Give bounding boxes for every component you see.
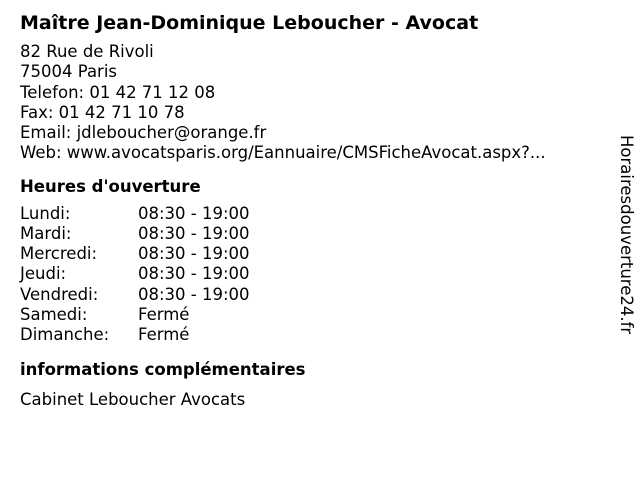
day-label: Dimanche: <box>20 325 110 344</box>
day-label: Samedi: <box>20 304 88 324</box>
hours-row-wednesday <box>20 244 610 264</box>
opening-hours-heading: Heures d'ouverture <box>20 176 201 196</box>
day-hours: 08:30 - 19:00 <box>138 223 250 243</box>
hours-row-thursday <box>20 264 610 284</box>
phone-number: Telefon: 01 42 71 12 08 <box>20 82 216 102</box>
day-label: Mardi: <box>20 223 72 243</box>
fax-number: Fax: 01 42 71 10 78 <box>20 102 185 122</box>
day-hours: 08:30 - 19:00 <box>138 264 250 284</box>
address-city: 75004 Paris <box>20 62 118 82</box>
hours-row-sunday <box>20 325 610 345</box>
additional-info-heading: informations complémentaires <box>20 360 306 380</box>
hours-row-monday <box>20 204 610 224</box>
address-street: 82 Rue de Rivoli <box>20 42 154 61</box>
additional-info-text: Cabinet Leboucher Avocats <box>20 390 246 410</box>
opening-hours-table <box>20 204 610 345</box>
day-hours: Fermé <box>138 304 190 324</box>
day-label: Lundi: <box>20 203 71 223</box>
day-hours: 08:30 - 19:00 <box>138 284 250 304</box>
business-name: Maître Jean-Dominique Leboucher - Avocat <box>20 12 479 34</box>
email-address: Email: jdleboucher@orange.fr <box>20 123 267 143</box>
hours-row-tuesday <box>20 224 610 244</box>
day-hours: 08:30 - 19:00 <box>138 203 250 223</box>
business-card <box>20 10 610 411</box>
day-label: Jeudi: <box>20 264 67 284</box>
day-label: Vendredi: <box>20 284 99 304</box>
day-label: Mercredi: <box>20 244 98 264</box>
day-hours: 08:30 - 19:00 <box>138 244 250 264</box>
site-watermark: Horairesdouverture24.fr <box>617 135 636 335</box>
hours-row-friday <box>20 285 610 305</box>
hours-row-saturday <box>20 305 610 325</box>
website-url: Web: www.avocatsparis.org/Eannuaire/CMSFicheAvocat.aspx?... <box>20 143 546 163</box>
day-hours: Fermé <box>138 325 190 344</box>
contact-block <box>20 42 610 164</box>
